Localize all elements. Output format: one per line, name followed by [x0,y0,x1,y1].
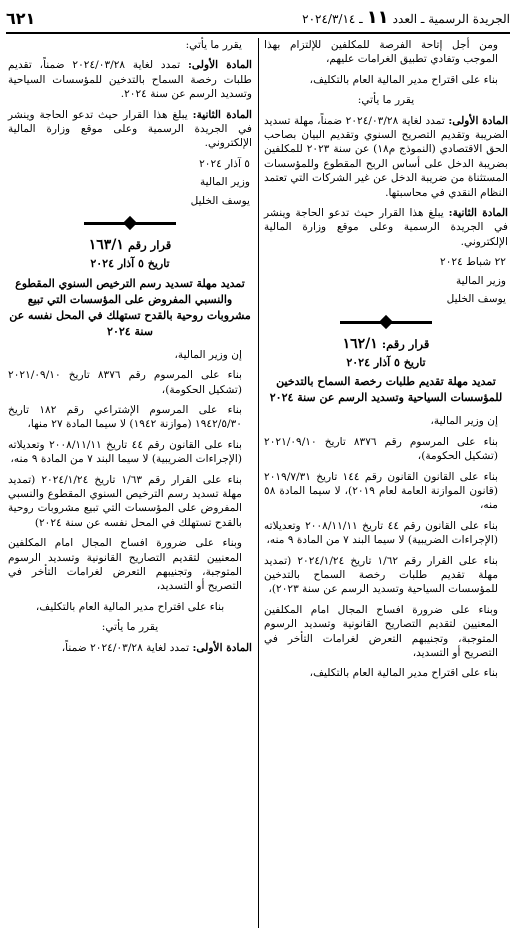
gazette-title [302,6,510,30]
article-1-label: المادة الأولى: [192,641,252,654]
article-2-label: المادة الثانية: [192,108,253,121]
signature-date: ٥ آذار ٢٠٢٤ [199,157,250,170]
article-2-label: المادة الثانية: [448,207,509,220]
proposal-line: بناء على اقتراح مدير المالية العام بالتكليف، [35,600,225,613]
basis-item: بناء على القرار رقم ١/٦٢ تاريخ ٢٠٢٤/١/٢٤ (تمديد مهلة تقديم طلبات رخصة السماح بالتدخين للمؤسسات السياحية وتسديد الرسم عن سنة ٢٠٢٣)، [264,554,498,596]
basis-item: وبناء على ضرورة افساح المجال امام المكلفين المعنيين لتقديم التصاريح القانونية وتسديد الرسوم المتوجبة، وتجنيبهم التعرض لغرامات التأخر في التصريح أو التسديد، [8,537,242,593]
decision-label: قرار رقم [127,238,172,253]
article-2-text: يبلغ هذا القرار حيث تدعو الحاجة وينشر في الجريدة الرسمية وعلى موقع وزارة المالية الإلكتروني. [264,207,508,248]
article-1-text: تمدد لغاية ٢٠٢٤/٠٣/٢٨ ضمناً، مهلة تسديد الضريبة وتقديم التصريح السنوي وتقديم البيان بصاحب الحق الاقتصادي (النموذج م١٨) عن سنة ٢٠٢٣ للمكلفين بضريبة الدخل على أساس الربح المقطوع وللمؤسسات المستثناة من ضريبة الدخل عن غير الشركات التي تعتمد النظام النقدي في محاسبتها. [264,114,508,199]
article-1 [8,58,252,101]
decision-number: ١٦٣/١ [88,237,124,254]
header-rule [6,32,510,34]
decision-label: قرار رقم: [381,336,430,351]
article-2 [8,108,252,151]
page-number: ٦٢١ [6,9,36,29]
article-1-label: المادة الأولى: [188,59,252,72]
column-divider [258,38,259,928]
section-separator [340,317,432,327]
proposal-line: بناء على اقتراح مدير المالية العام بالتكليف، [309,73,498,86]
article-1-label: المادة الأولى: [448,114,509,127]
decision-heading [8,236,252,255]
decision-date: تاريخ ٥ آذار ٢٠٢٤ [90,257,170,271]
article-1-text: تمدد لغاية ٢٠٢٤/٠٣/٢٨ ضمناً، [61,641,190,654]
article-2-text: يبلغ هذا القرار حيث تدعو الحاجة وينشر في الجريدة الرسمية وعلى موقع وزارة المالية الإلكتروني. [8,108,252,150]
issue-number: ١١ [366,6,389,28]
basis-item: وبناء على ضرورة افساح المجال امام المكلفين المعنيين لتقديم التصاريح القانونية وتسديد الرسوم المتوجبة، وتجنيبهم التعرض لغرامات التأخر في التصريح أو التسديد، [264,603,498,660]
issue-date: ـ ٢٠٢٤/٣/١٤ [302,11,363,26]
decides-line: يقرر ما يأتي: [357,94,415,107]
signature-date: ٢٢ شباط ٢٠٢٤ [440,256,506,269]
gazette-name: الجريدة الرسمية ـ العدد [392,11,510,26]
decision-date: تاريخ ٥ آذار ٢٠٢٤ [346,355,426,369]
decision-subject: تمديد مهلة تقديم طلبات رخصة السماح بالتدخين للمؤسسات السياحية وتسديد الرسم عن سنة ٢٠٢٤ [269,375,503,405]
article-1 [264,114,508,200]
minister-line: إن وزير المالية، [430,415,498,428]
right-column [264,38,508,687]
basis-item: بناء على القرار رقم ١/٦٣ تاريخ ٢٠٢٤/١/٢٤ (تمديد مهلة تسديد رسم الترخيص السنوي المقطوع والنسبي المفروض على المؤسسات التي تبيع مشروبات روحية بالقدح تستهلك في المحل نفسه عن سنة ٢٠٢٤) [8,473,242,529]
signature-title: وزير المالية [199,176,250,189]
left-column [8,38,252,661]
decides-line: يقرر ما يأتي: [101,621,159,634]
basis-item: بناء على المرسوم رقم ٨٣٧٦ تاريخ ٢٠٢١/٠٩/١٠ (تشكيل الحكومة)، [8,369,242,396]
basis-item: بناء على المرسوم رقم ٨٣٧٦ تاريخ ٢٠٢١/٠٩/١٠ (تشكيل الحكومة)، [264,435,498,463]
decision-number: ١٦٢/١ [342,335,378,352]
signature-title: وزير المالية [455,274,506,287]
proposal-line: بناء على اقتراح مدير المالية العام بالتكليف، [309,667,498,680]
page-header [6,4,510,30]
article-1 [8,641,252,655]
decides-line: يقرر ما يأتي: [185,39,242,51]
article-2 [264,206,508,249]
decision-subject: تمديد مهلة تسديد رسم الترخيص السنوي المقطوع والنسبي المفروض على المؤسسات التي تبيع مشروبات روحية بالقدح تستهلك في المحل نفسه عن سنة ٢٠٢٤ [9,277,251,338]
basis-item: بناء على المرسوم الإشتراعي رقم ١٨٢ تاريخ ١٩٤٢/٥/٣٠ (موازنة ١٩٤٢) لا سيما المادة ٢٧ منها، [8,404,242,431]
minister-line: إن وزير المالية، [174,348,242,361]
article-1-text: تمدد لغاية ٢٠٢٤/٠٣/٢٨ ضمناً، تقديم طلبات رخصة السماح بالتدخين للمؤسسات السياحية وتسديد الرسم عن سنة ٢٠٢٤. [8,59,252,101]
signature-name: يوسف الخليل [446,293,506,306]
basis-item: بناء على القانون رقم ٤٤ تاريخ ٢٠٠٨/١١/١١ وتعديلاته (الإجراءات الضريبية) لا سيما البند ٧ من المادة ٩ منه، [8,438,242,466]
basis-item: بناء على القانون القانون رقم ١٤٤ تاريخ ٢٠١٩/٧/٣١ (قانون الموازنة العامة لعام ٢٠١٩)، لا سيما المادة ٥٨ منه، [264,470,499,512]
decision-heading [264,335,508,354]
section-separator [84,218,176,228]
signature-name: يوسف الخليل [190,194,250,207]
intro-paragraph: ومن أجل إتاحة الفرصة للمكلفين للإلتزام بهذا الموجب وتفادي تطبيق الغرامات عليهم، [264,39,498,66]
basis-item: بناء على القانون رقم ٤٤ تاريخ ٢٠٠٨/١١/١١ وتعديلاته (الإجراءات الضريبية) لا سيما البند ٧ من المادة ٩ منه، [264,519,498,547]
